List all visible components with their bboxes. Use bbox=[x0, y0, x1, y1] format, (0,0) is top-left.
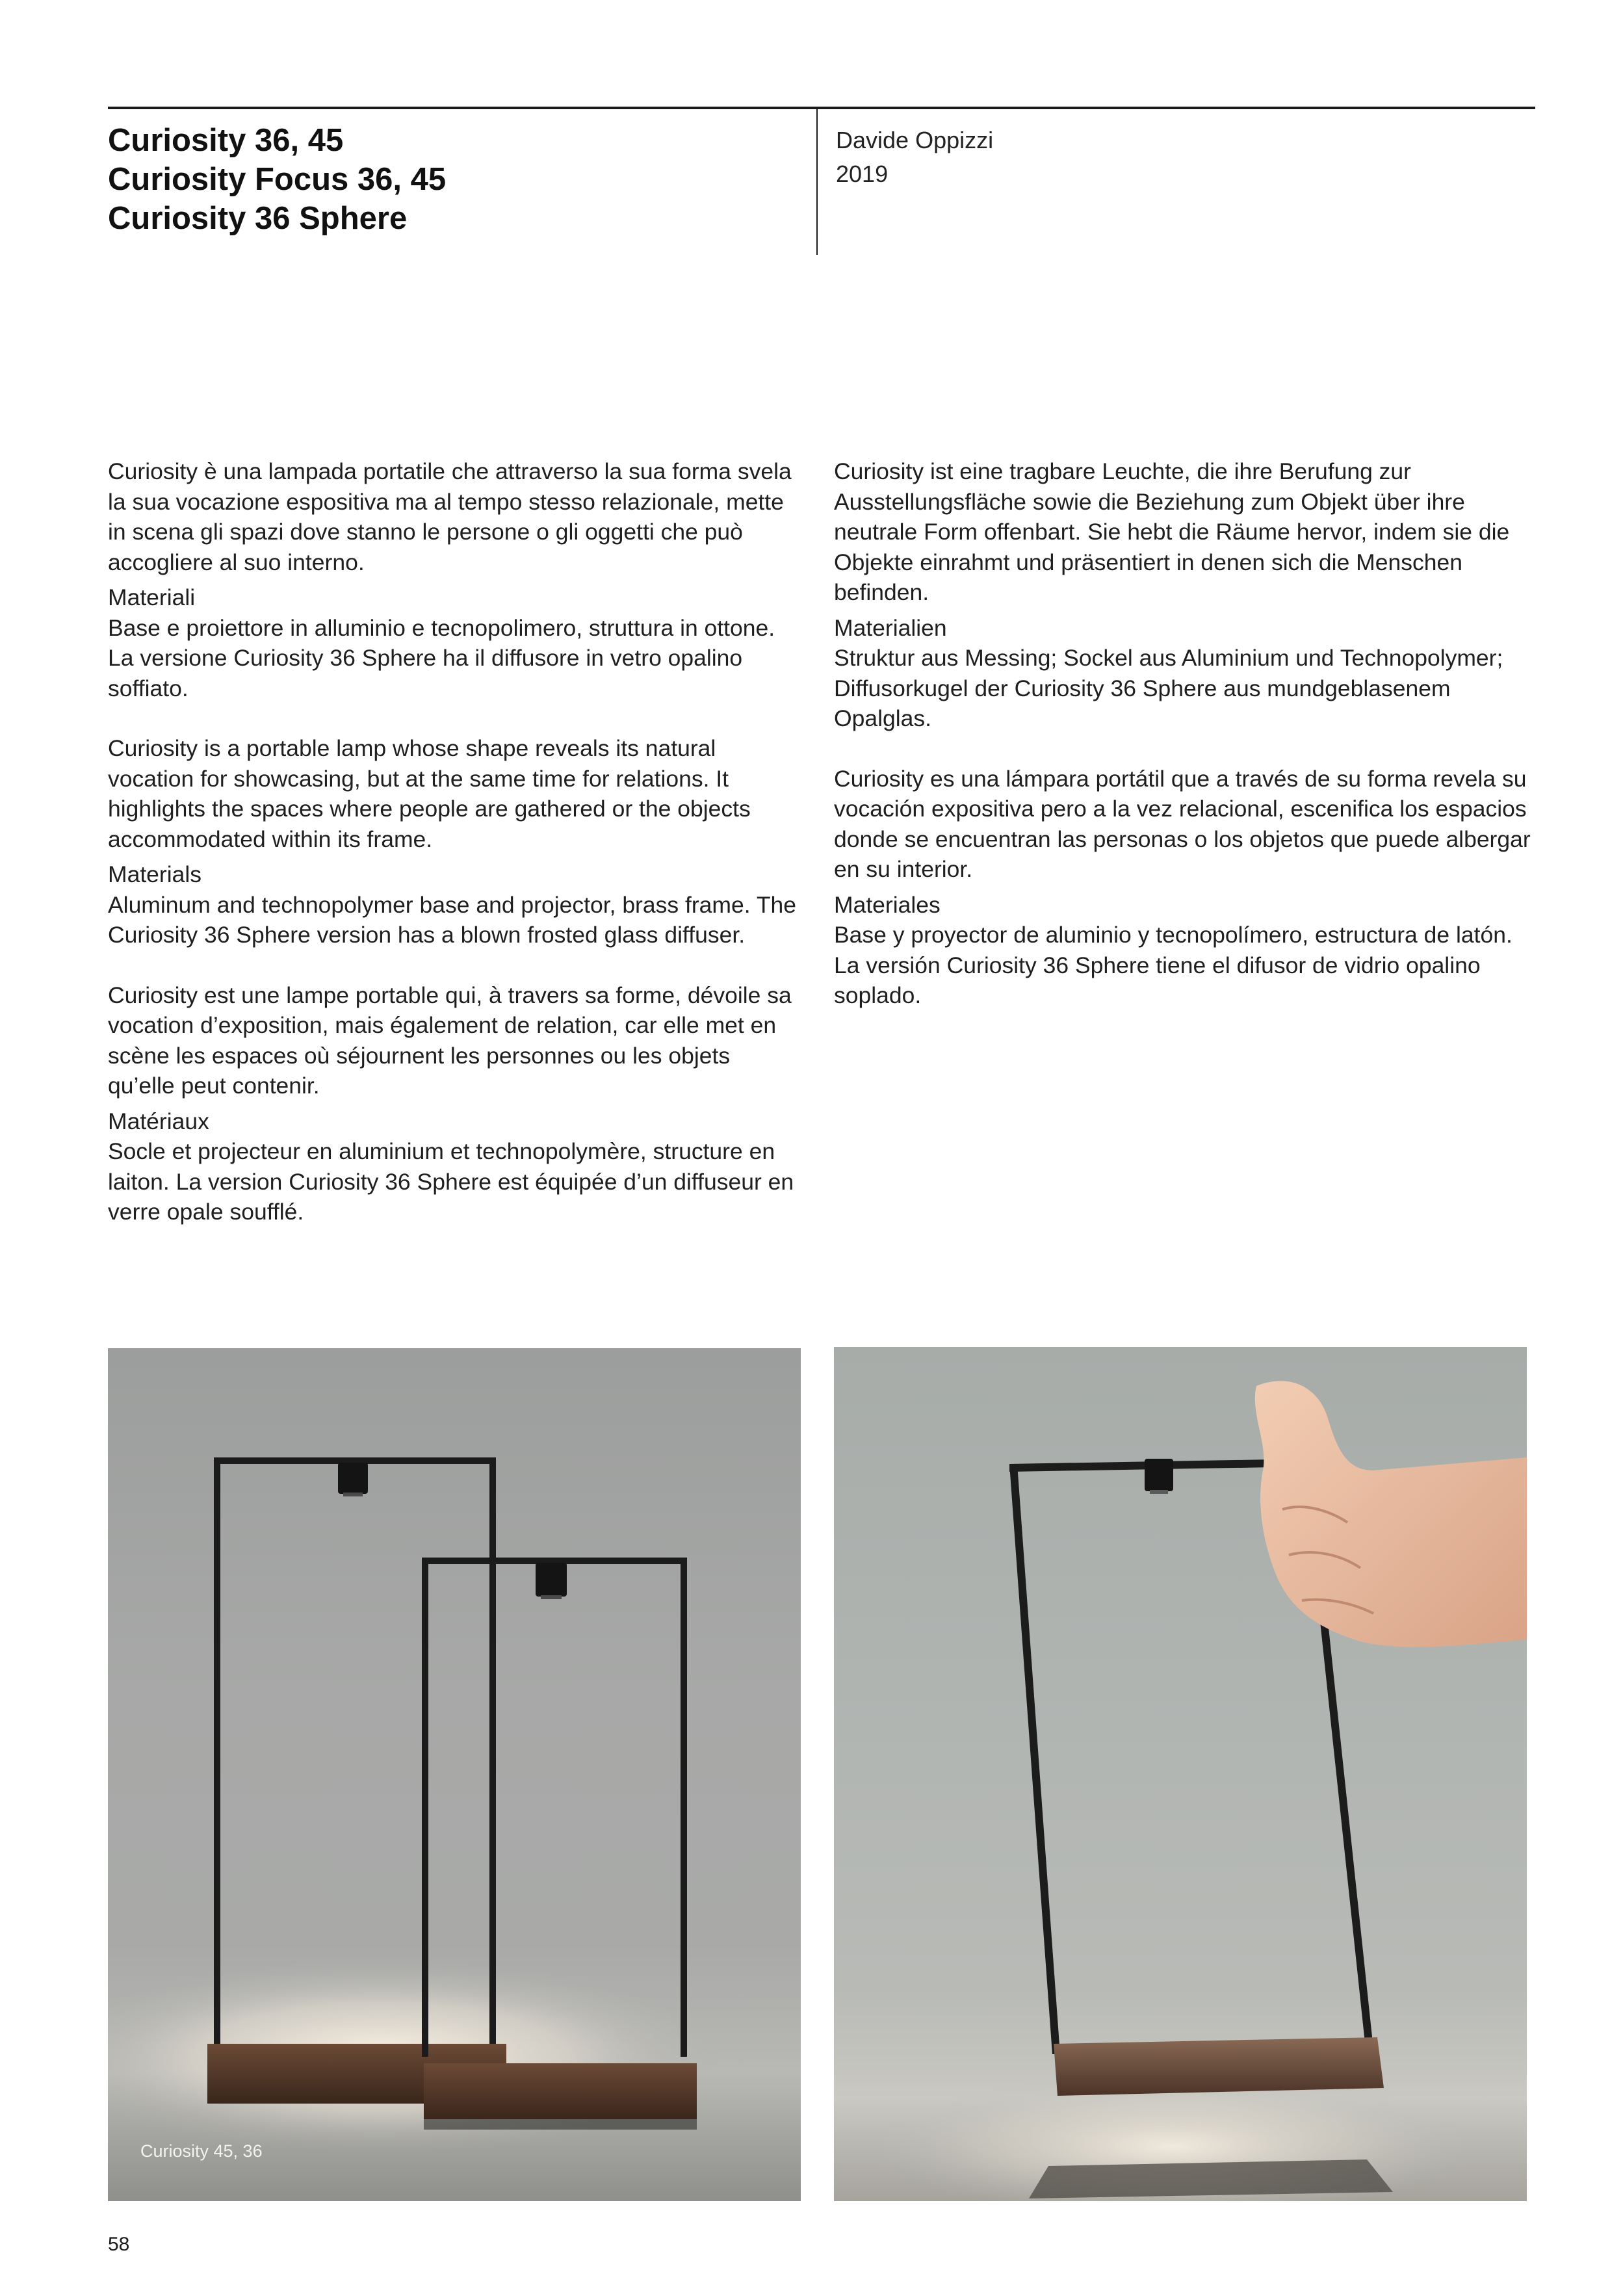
french-intro: Curiosity est une lampe portable qui, à travers sa forme, dévoile sa vocation d’exposition, mais également de relation, car elle met en scène les espaces où séjournent les personnes ou les objets qu’elle peut contenir. bbox=[108, 982, 792, 1099]
projector-head bbox=[1145, 1459, 1173, 1491]
lamp-photo-pair bbox=[108, 1348, 801, 2201]
projector-head-back bbox=[338, 1463, 368, 1494]
photo-caption: Curiosity 45, 36 bbox=[140, 2141, 263, 2161]
lamp-pair-illustration bbox=[108, 1348, 801, 2201]
italian-materials: Base e proiettore in alluminio e tecnopolimero, struttura in ottone. La versione Curiosity 36 Sphere ha il diffusore in vetro opalino soffiato. bbox=[108, 614, 775, 701]
english-materials-heading: Materials bbox=[108, 861, 202, 887]
german-materials-heading: Materialien bbox=[834, 614, 947, 641]
lamp-base bbox=[1054, 2037, 1384, 2096]
lamp-photo-hand bbox=[834, 1347, 1527, 2201]
projector-head-front bbox=[536, 1563, 567, 1597]
header-divider bbox=[816, 108, 818, 255]
spanish-materials: Base y proyector de aluminio y tecnopolímero, estructura de latón. La versión Curiosity 36 Sphere tiene el difusor de vidrio opalino soplado. bbox=[834, 922, 1513, 1008]
designer-info bbox=[836, 124, 993, 191]
italian-intro: Curiosity è una lampada portatile che attraverso la sua forma svela la sua vocazione espositiva ma al tempo stesso relazionale, mette in scena gli spazi dove stanno le persone o gli oggetti che può accogliere al suo interno. bbox=[108, 458, 792, 575]
spanish-intro: Curiosity es una lámpara portátil que a través de su forma revela su vocación expositiva pero a la vez relacional, escenifica los espacios donde se encuentran las personas o los objetos que puede albergar en su interior. bbox=[834, 765, 1531, 882]
english-intro: Curiosity is a portable lamp whose shape reveals its natural vocation for showcasing, but at the same time for relations. It highlights the spaces where people are gathered or the objects accommodated within its frame. bbox=[108, 735, 751, 852]
designer-name: Davide Oppizzi bbox=[836, 127, 994, 153]
product-titles bbox=[108, 121, 797, 238]
german-materials: Struktur aus Messing; Sockel aus Aluminium und Technopolymer; Diffusorkugel der Curiosity 36 Sphere aus mundgeblasenem Opalglas. bbox=[834, 645, 1503, 731]
italian-materials-heading: Materiali bbox=[108, 584, 196, 610]
english-materials: Aluminum and technopolymer base and projector, brass frame. The Curiosity 36 Sphere version has a blown frosted glass diffuser. bbox=[108, 891, 796, 948]
lamp-base-front bbox=[424, 2063, 697, 2119]
lamp-shadow bbox=[1029, 2159, 1393, 2198]
lamp-hand-illustration bbox=[834, 1347, 1527, 2201]
page-number: 58 bbox=[108, 2234, 130, 2255]
product-title-3: Curiosity 36 Sphere bbox=[108, 201, 408, 236]
spanish-materials-heading: Materiales bbox=[834, 891, 941, 918]
french-materials-heading: Matériaux bbox=[108, 1108, 209, 1134]
french-materials: Socle et projecteur en aluminium et technopolymère, structure en laiton. La version Curiosity 36 Sphere est équipée d’un diffuseur en verre opale soufflé. bbox=[108, 1138, 794, 1225]
header-rule bbox=[108, 107, 1535, 109]
hand bbox=[1255, 1381, 1527, 1647]
german-intro: Curiosity ist eine tragbare Leuchte, die ihre Berufung zur Ausstellungsfläche sowie die Beziehung zum Objekt über ihre neutrale Form offenbart. Sie hebt die Räume hervor, indem sie die Objekte einrahmt und präsentiert in denen sich die Menschen befinden. bbox=[834, 458, 1510, 605]
text-column-left bbox=[108, 456, 801, 1227]
design-year: 2019 bbox=[836, 161, 889, 187]
product-title-2: Curiosity Focus 36, 45 bbox=[108, 162, 447, 197]
product-title-1: Curiosity 36, 45 bbox=[108, 123, 344, 158]
text-column-right bbox=[834, 456, 1542, 1011]
